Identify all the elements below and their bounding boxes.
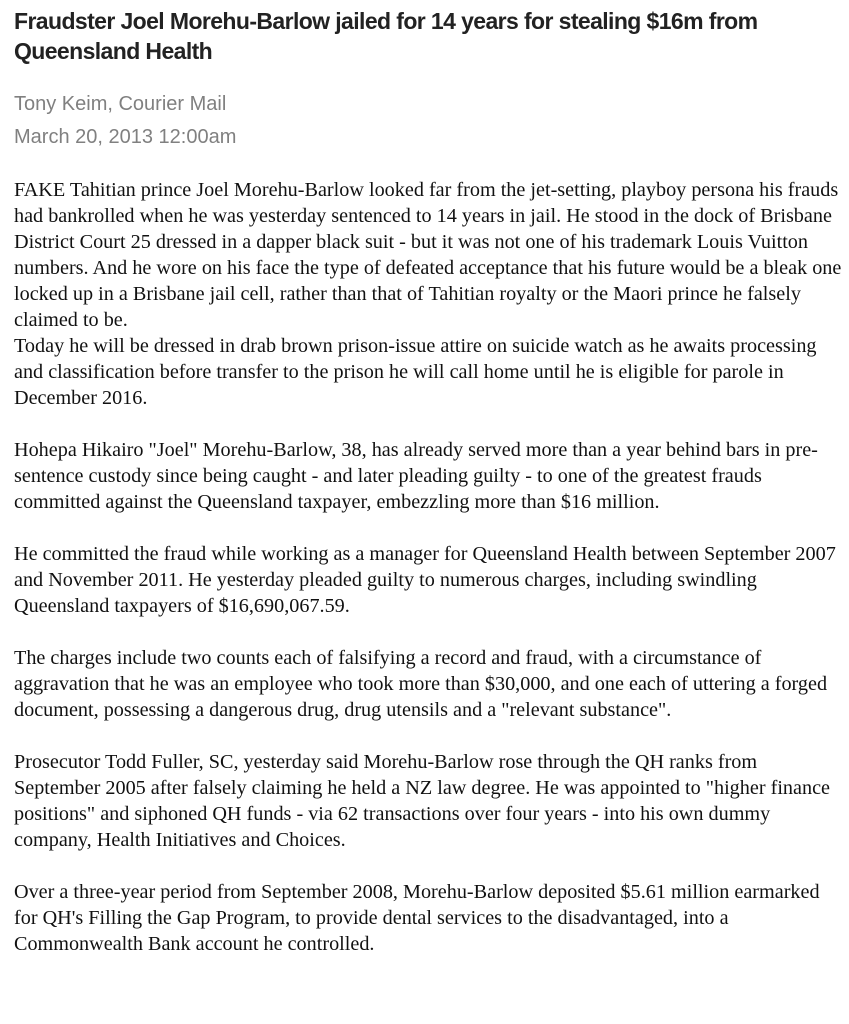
paragraph: Over a three-year period from September 2008, Morehu-Barlow deposited $5.61 million earmarked for QH's Filling the Gap Program, to provide dental services to the disadvantaged, into a Commonwealth Bank account he controlled. bbox=[14, 881, 820, 955]
paragraph: Today he will be dressed in drab brown prison-issue attire on suicide watch as he awaits processing and classification before transfer to the prison he will call home until he is eligible for parole in December 2016. bbox=[14, 335, 817, 409]
paragraph: Prosecutor Todd Fuller, SC, yesterday said Morehu-Barlow rose through the QH ranks from September 2005 after falsely claiming he held a NZ law degree. He was appointed to "higher finance positions" and siphoned QH funds - via 62 transactions over four years - into his own dummy company, Health Initiatives and Choices. bbox=[14, 751, 830, 851]
paragraph: Hohepa Hikairo "Joel" Morehu-Barlow, 38, has already served more than a year behind bars in pre-sentence custody since being caught - and later pleading guilty - to one of the greatest frauds committed against the Queensland taxpayer, embezzling more than $16 million. bbox=[14, 439, 818, 513]
publish-date: March 20, 2013 12:00am bbox=[14, 126, 237, 148]
article-body bbox=[14, 177, 844, 957]
author: Tony Keim, Courier Mail bbox=[14, 93, 227, 115]
article bbox=[14, 6, 844, 983]
paragraph: The charges include two counts each of falsifying a record and fraud, with a circumstance of aggravation that he was an employee who took more than $30,000, and one each of uttering a forged document, possessing a dangerous drug, drug utensils and a "relevant substance". bbox=[14, 647, 828, 721]
byline bbox=[14, 88, 844, 154]
paragraph: FAKE Tahitian prince Joel Morehu-Barlow looked far from the jet-setting, playboy persona his frauds had bankrolled when he was yesterday sentenced to 14 years in jail. He stood in the dock of Brisbane District Court 25 dressed in a dapper black suit - but it was not one of his trademark Louis Vuitton numbers. And he wore on his face the type of defeated acceptance that his future would be a bleak one locked up in a Brisbane jail cell, rather than that of Tahitian royalty or the Maori prince he falsely claimed to be. bbox=[14, 179, 842, 331]
paragraph: He committed the fraud while working as a manager for Queensland Health between September 2007 and November 2011. He yesterday pleaded guilty to numerous charges, including swindling Queensland taxpayers of $16,690,067.59. bbox=[14, 543, 836, 617]
article-headline: Fraudster Joel Morehu-Barlow jailed for 14 years for stealing $16m from Queensland Health bbox=[14, 8, 758, 64]
